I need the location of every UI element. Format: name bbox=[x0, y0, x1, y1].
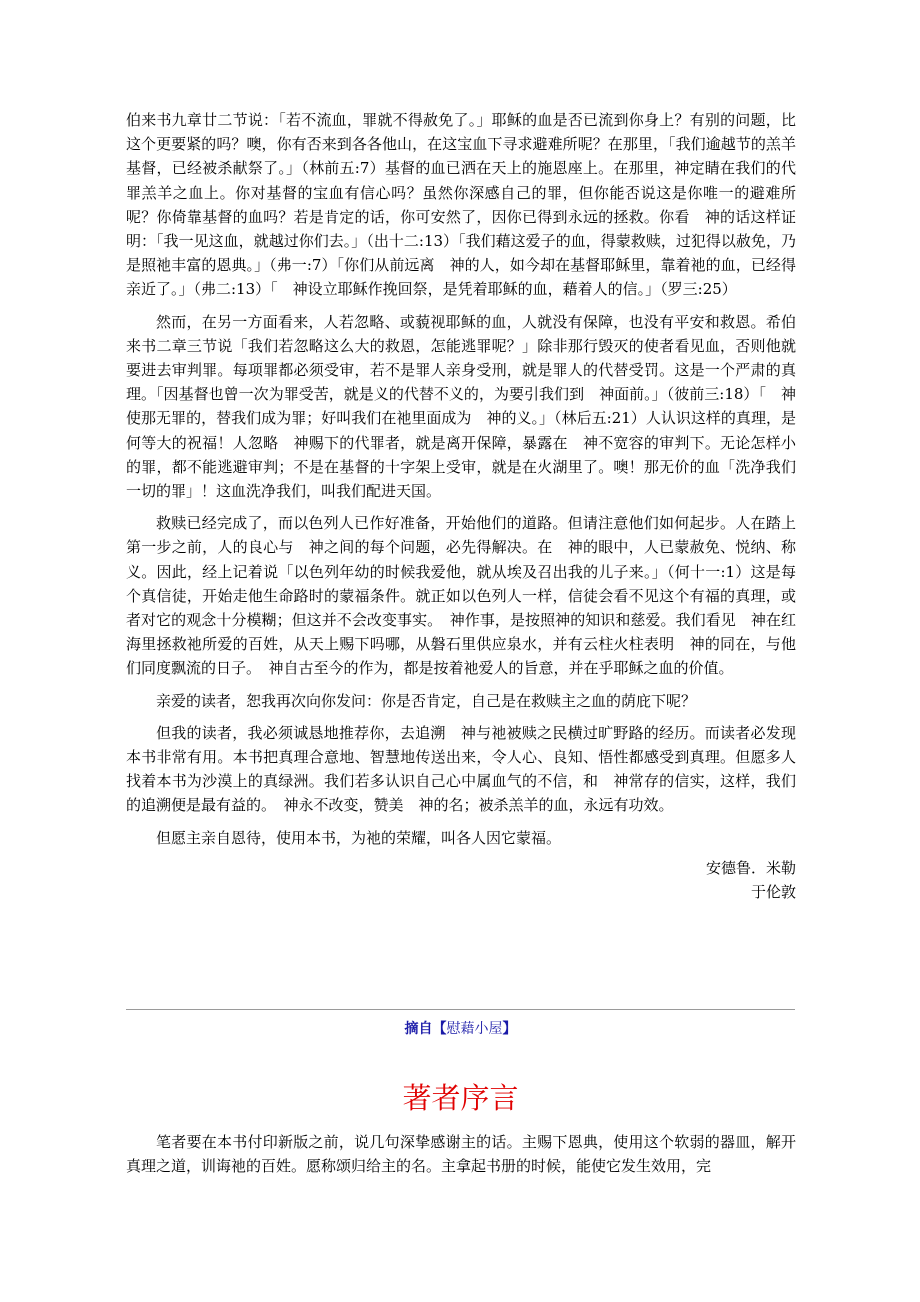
excerpt-bracket-open: 【 bbox=[432, 1021, 447, 1037]
paragraph-3: 救赎已经完成了，而以色列人已作好准备，开始他们的道路。但请注意他们如何起步。人在踏上第一步之前，人的良心与 神之间的每个问题，必先得解决。在 神的眼中，人已蒙赦免、悦纳、称义。因此，经上记着说「以色列年幼的时候我爱他，就从埃及召出我的儿子来。」（何十一:1）这是每个真信徒，开始走他生命路时的蒙福条件。就正如以色列人一样，信徒会看不见这个有福的真理，或者对它的观念十分模糊；但这并不会改变事实。 神作事，是按照神的知识和慈爱。我们看见 神在红海里拯救祂所爱的百姓，从天上赐下吗哪，从磐石里供应泉水，并有云柱火柱表明 神的同在，与他们同度飘流的日子。 神自古至今的作为，都是按着祂爱人的旨意，并在乎耶稣之血的价值。 bbox=[126, 514, 796, 678]
article-body bbox=[126, 108, 796, 904]
signature-place: 于伦敦 bbox=[750, 883, 796, 902]
excerpt-bracket-close: 】 bbox=[502, 1021, 517, 1037]
paragraph-5: 但我的读者，我必须诚恳地推荐你，去追溯 神与祂被赎之民横过旷野路的经历。而读者必发现本书非常有用。本书把真理合意地、智慧地传送出来，令人心、良知、悟性都感受到真理。但愿多人找着本书为沙漠上的真绿洲。我们若多认识自己心中属血气的不信，和 神常存的信实，这样，我们的追溯便是最有益的。 神永不改变，赞美 神的名；被杀羔羊的血，永远有功效。 bbox=[126, 723, 796, 815]
horizontal-divider bbox=[126, 1009, 795, 1010]
paragraph-2: 然而，在另一方面看来，人若忽略、或藐视耶稣的血，人就没有保障，也没有平安和救恩。希伯来书二章三节说「我们若忽略这么大的救恩，怎能逃罪呢？」除非那行毁灭的使者看见血，否则他就要进去审判罪。每项罪都必须受审，若不是罪人亲身受刑，就是罪人的代替受罚。这是一个严肃的真理。「因基督也曾一次为罪受苦，就是义的代替不义的，为要引我们到 神面前。」（彼前三:18）「 神使那无罪的，替我们成为罪；好叫我们在祂里面成为 神的义。」（林后五:21）人认识这样的真理，是何等大的祝福！人忽略 神赐下的代罪者，就是离开保障，暴露在 神不宽容的审判下。无论怎样小的罪，都不能逃避审判；不是在基督的十字架上受审，就是在火湖里了。噢！那无价的血「洗净我们一切的罪」！这血洗净我们，叫我们配进天国。 bbox=[126, 312, 796, 501]
paragraph-4: 亲爱的读者，恕我再次向你发问：你是否肯定，自己是在救赎主之血的荫庇下呢？ bbox=[156, 691, 697, 710]
excerpt-source bbox=[126, 1018, 795, 1040]
paragraph-1: 伯来书九章廿二节说：「若不流血，罪就不得赦免了。」耶稣的血是否已流到你身上？有别的问题，比这个更要紧的吗？噢，你有否来到各各他山，在这宝血下寻求避难所呢？在那里，「我们逾越节的羔羊基督，已经被杀献祭了。」（林前五:7）基督的血已洒在天上的施恩座上。在那里，神定睛在我们的代罪羔羊之血上。你对基督的宝血有信心吗？虽然你深感自己的罪，但你能否说这是你唯一的避难所呢？你倚靠基督的血吗？若是肯定的话，你可安然了，因你已得到永远的拯救。你看 神的话这样证明：「我一见这血，就越过你们去。」（出十二:13）「我们藉这爱子的血，得蒙救赎，过犯得以赦免，乃是照祂丰富的恩典。」（弗一:7）「你们从前远离 神的人，如今却在基督耶稣里，靠着祂的血，已经得亲近了。」（弗二:13）「 神设立耶稣作挽回祭，是凭着耶稣的血，藉着人的信。」（罗三:25） bbox=[126, 111, 796, 299]
section-title: 著者序言 bbox=[402, 1081, 519, 1115]
source-link[interactable]: 慰藉小屋 bbox=[446, 1021, 503, 1037]
preface-paragraph-1: 笔者要在本书付印新版之前，说几句深挚感谢主的话。主赐下恩典，使用这个软弱的器皿，解开真理之道，训诲祂的百姓。愿称颂归给主的名。主拿起书册的时候，能使它发生效用，完 bbox=[126, 1133, 796, 1176]
excerpt-prefix: 摘自 bbox=[404, 1021, 433, 1037]
preface-body bbox=[126, 1130, 796, 1178]
signature-name: 安德鲁．米勒 bbox=[705, 858, 796, 877]
paragraph-6: 但愿主亲自恩待，使用本书，为祂的荣耀，叫各人因它蒙福。 bbox=[156, 828, 562, 847]
